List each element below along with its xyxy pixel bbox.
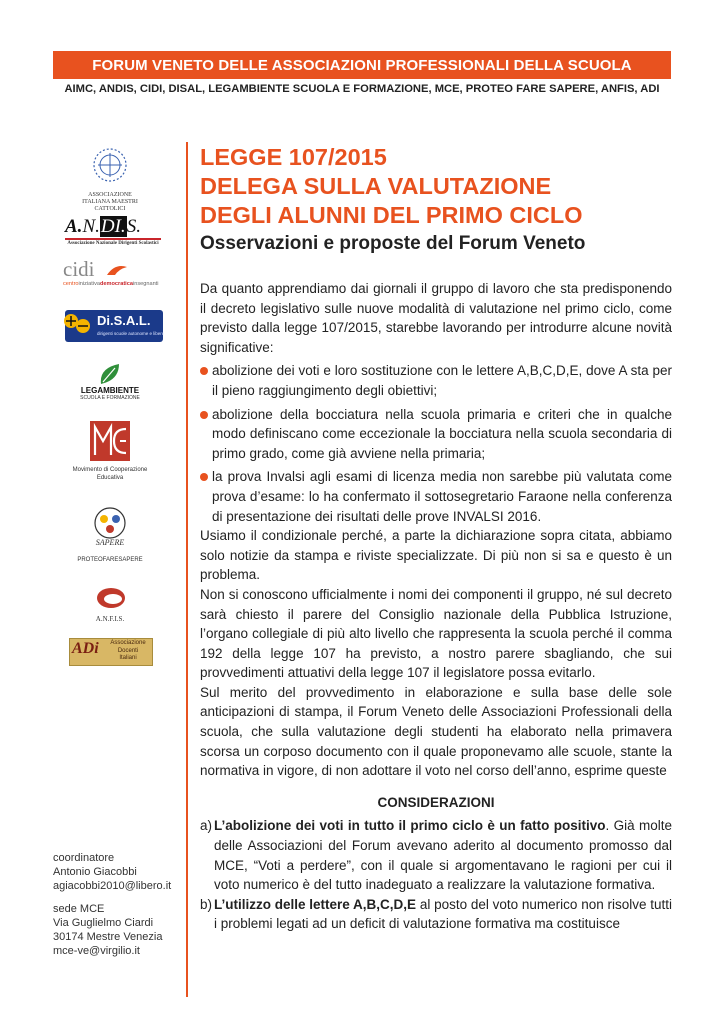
item-lead: L’utilizzo delle lettere A,B,C,D,E (214, 896, 417, 912)
vertical-divider (186, 142, 188, 997)
adi-wordmark: ADi (72, 640, 99, 657)
proteo-caption: PROTEOFARESAPERE (77, 557, 143, 563)
adi-logo (45, 638, 175, 668)
title-line-1: LEGGE 107/2015 (200, 144, 387, 170)
coordinator-email: agiacobbi2010@libero.it (53, 879, 172, 892)
aimc-emblem-icon (45, 145, 175, 185)
title-line-2: DELEGA SULLA VALUTAZIONE (200, 173, 552, 199)
proteo-logo (45, 505, 175, 567)
member-associations: AIMC, ANDIS, CIDI, DISAL, LEGAMBIENTE SCUOLA E FORMAZIONE, MCE, PROTEO FARE SAPERE, ANFIS, ADI (64, 83, 660, 95)
legambiente-wordmark: LEGAMBIENTE (80, 386, 140, 395)
seat-city: 30174 Mestre Venezia (53, 930, 163, 943)
document-title (200, 143, 583, 230)
legambiente-logo (45, 362, 175, 404)
mce-box (90, 421, 130, 461)
andis-wordmark: A.N.DI.S. (65, 216, 141, 237)
document-body (200, 279, 672, 934)
consideration-item-b (200, 895, 672, 934)
coordinator-name: Antonio Giacobbi (53, 865, 137, 878)
seat-label: sede MCE (53, 903, 105, 916)
disal-wordmark: Di.S.A.L. (97, 313, 151, 328)
bullet-text: abolizione dei voti e loro sostituzione con le lettere A,B,C,D,E, dove A sta per il pieno raggiungimento degli obiettivi; (212, 363, 672, 398)
paragraph: Non si conoscono ufficialmente i nomi dei componenti il gruppo, né sul decreto sarà chiesto il parere del Consiglio nazionale della Pubblica Istruzione, l’organo collegiale di più alto livello che rappresenta la scuola perché il comma 192 della legge 107 ha previsto, a nostro parere sbagliando, che sui provvedimenti attuativi della legge 107 il legislatore possa evitarlo. (200, 586, 672, 681)
seat-email: mce-ve@virgilio.it (53, 944, 140, 957)
legambiente-caption: SCUOLA E FORMAZIONE (80, 395, 140, 401)
aimc-logo (45, 145, 175, 213)
cidi-wordmark: cidi (63, 257, 95, 281)
contact-footer (53, 852, 183, 959)
seat-street: Via Guglielmo Ciardi (53, 917, 154, 930)
banner-title: FORUM VENETO DELLE ASSOCIAZIONI PROFESSIONALI DELLA SCUOLA (92, 56, 632, 74)
bullet-dot-icon (200, 367, 208, 375)
bullet-item (200, 361, 672, 400)
adi-caption: Associazione Docenti Italiani (110, 640, 146, 661)
aimc-caption: ASSOCIAZIONE ITALIANA MAESTRI CATTOLICI (82, 192, 138, 212)
bullet-text: abolizione della bocciatura nella scuola primaria e criteri che in qualche modo definiscano come eccezionale la bocciatura nella scuola secondaria di primo grado, come già avviene nella primaria; (212, 406, 672, 461)
mce-caption-2: Educativa (96, 475, 124, 481)
header-banner (53, 51, 671, 79)
bullet-dot-icon (200, 473, 208, 481)
section-heading: CONSIDERAZIONI (377, 794, 495, 810)
legambiente-leaf-icon (97, 362, 123, 386)
anfis-swoosh-icon (95, 585, 127, 611)
andis-logo (45, 216, 175, 246)
proteo-sapere: SAPERE (95, 538, 125, 547)
cidi-logo (45, 257, 175, 291)
mce-monogram-icon (90, 421, 130, 461)
document-subtitle: Osservazioni e proposte del Forum Veneto (200, 233, 586, 254)
bullet-text: la prova Invalsi agli esami di licenza media non sarebbe più valutata come prova d’esame: lo ha confermato il sottosegretario Faraone nella conferenza di presentazione dei risultati delle prove INVALSI 2016. (212, 469, 672, 524)
cidi-bird-icon (105, 263, 129, 277)
disal-figures-icon (61, 312, 95, 342)
item-text: . Già molte delle Associazioni del Forum avevano aderito al documento promosso dal MCE, “Voti a perdere”, con il quale si argomentavano le ragioni per cui il voto numerico è del tutto inadeguato a realizzare la valutazione formativa. (214, 818, 672, 893)
disal-caption: dirigenti scuole autonome e libere (97, 331, 165, 336)
andis-caption: Associazione Nazionale Dirigenti Scolastici (67, 241, 159, 246)
item-lead: L’abolizione dei voti in tutto il primo ciclo è un fatto positivo (214, 818, 606, 834)
cidi-caption: centroiniziativademocraticainsegnanti (63, 281, 159, 287)
intro-paragraph: Da quanto apprendiamo dai giornali il gruppo di lavoro che sta predisponendo il decreto legislativo sulle nuove modalità di valutazione nel primo ciclo, come previsto dalla legge 107/2015, starebbe lavorando per introdurre alcune novità significative: (200, 281, 672, 355)
bullet-dot-icon (200, 411, 208, 419)
paragraph: Usiamo il condizionale perché, a parte la dichiarazione sopra citata, abbiamo solo notizie da stampa e riviste specializzate. Di più non si sa e questo è un problema. (200, 528, 672, 583)
coordinator-role: coordinatore (53, 852, 115, 864)
mce-caption-1: Movimento di Cooperazione (72, 467, 148, 473)
bullet-item (200, 405, 672, 464)
bullet-item (200, 467, 672, 526)
title-line-3: DEGLI ALUNNI DEL PRIMO CICLO (200, 202, 583, 228)
item-letter: a) (200, 818, 213, 834)
anfis-logo (45, 585, 175, 627)
item-letter: b) (200, 896, 213, 912)
item-text: al posto del voto numerico non risolve tutti i problemi legati ad un deficit di valutazione formativa ma costituisce (214, 896, 672, 932)
anfis-caption: A.N.F.I.S. (95, 615, 125, 623)
disal-logo (45, 310, 175, 344)
paragraph: Sul merito del provvedimento in elaborazione e sulla base delle sole anticipazioni di stampa, il Forum Veneto delle Associazioni Professionali della scuola, che sulla valutazione degli studenti ha elaborato nella primavera scorsa un corposo documento con il quale proponevamo alle scuole, stante la normativa in vigore, di non adottare il voto nel corso dell’anno, esprime queste (200, 684, 672, 779)
consideration-item-a (200, 816, 672, 894)
mce-logo (45, 421, 175, 483)
